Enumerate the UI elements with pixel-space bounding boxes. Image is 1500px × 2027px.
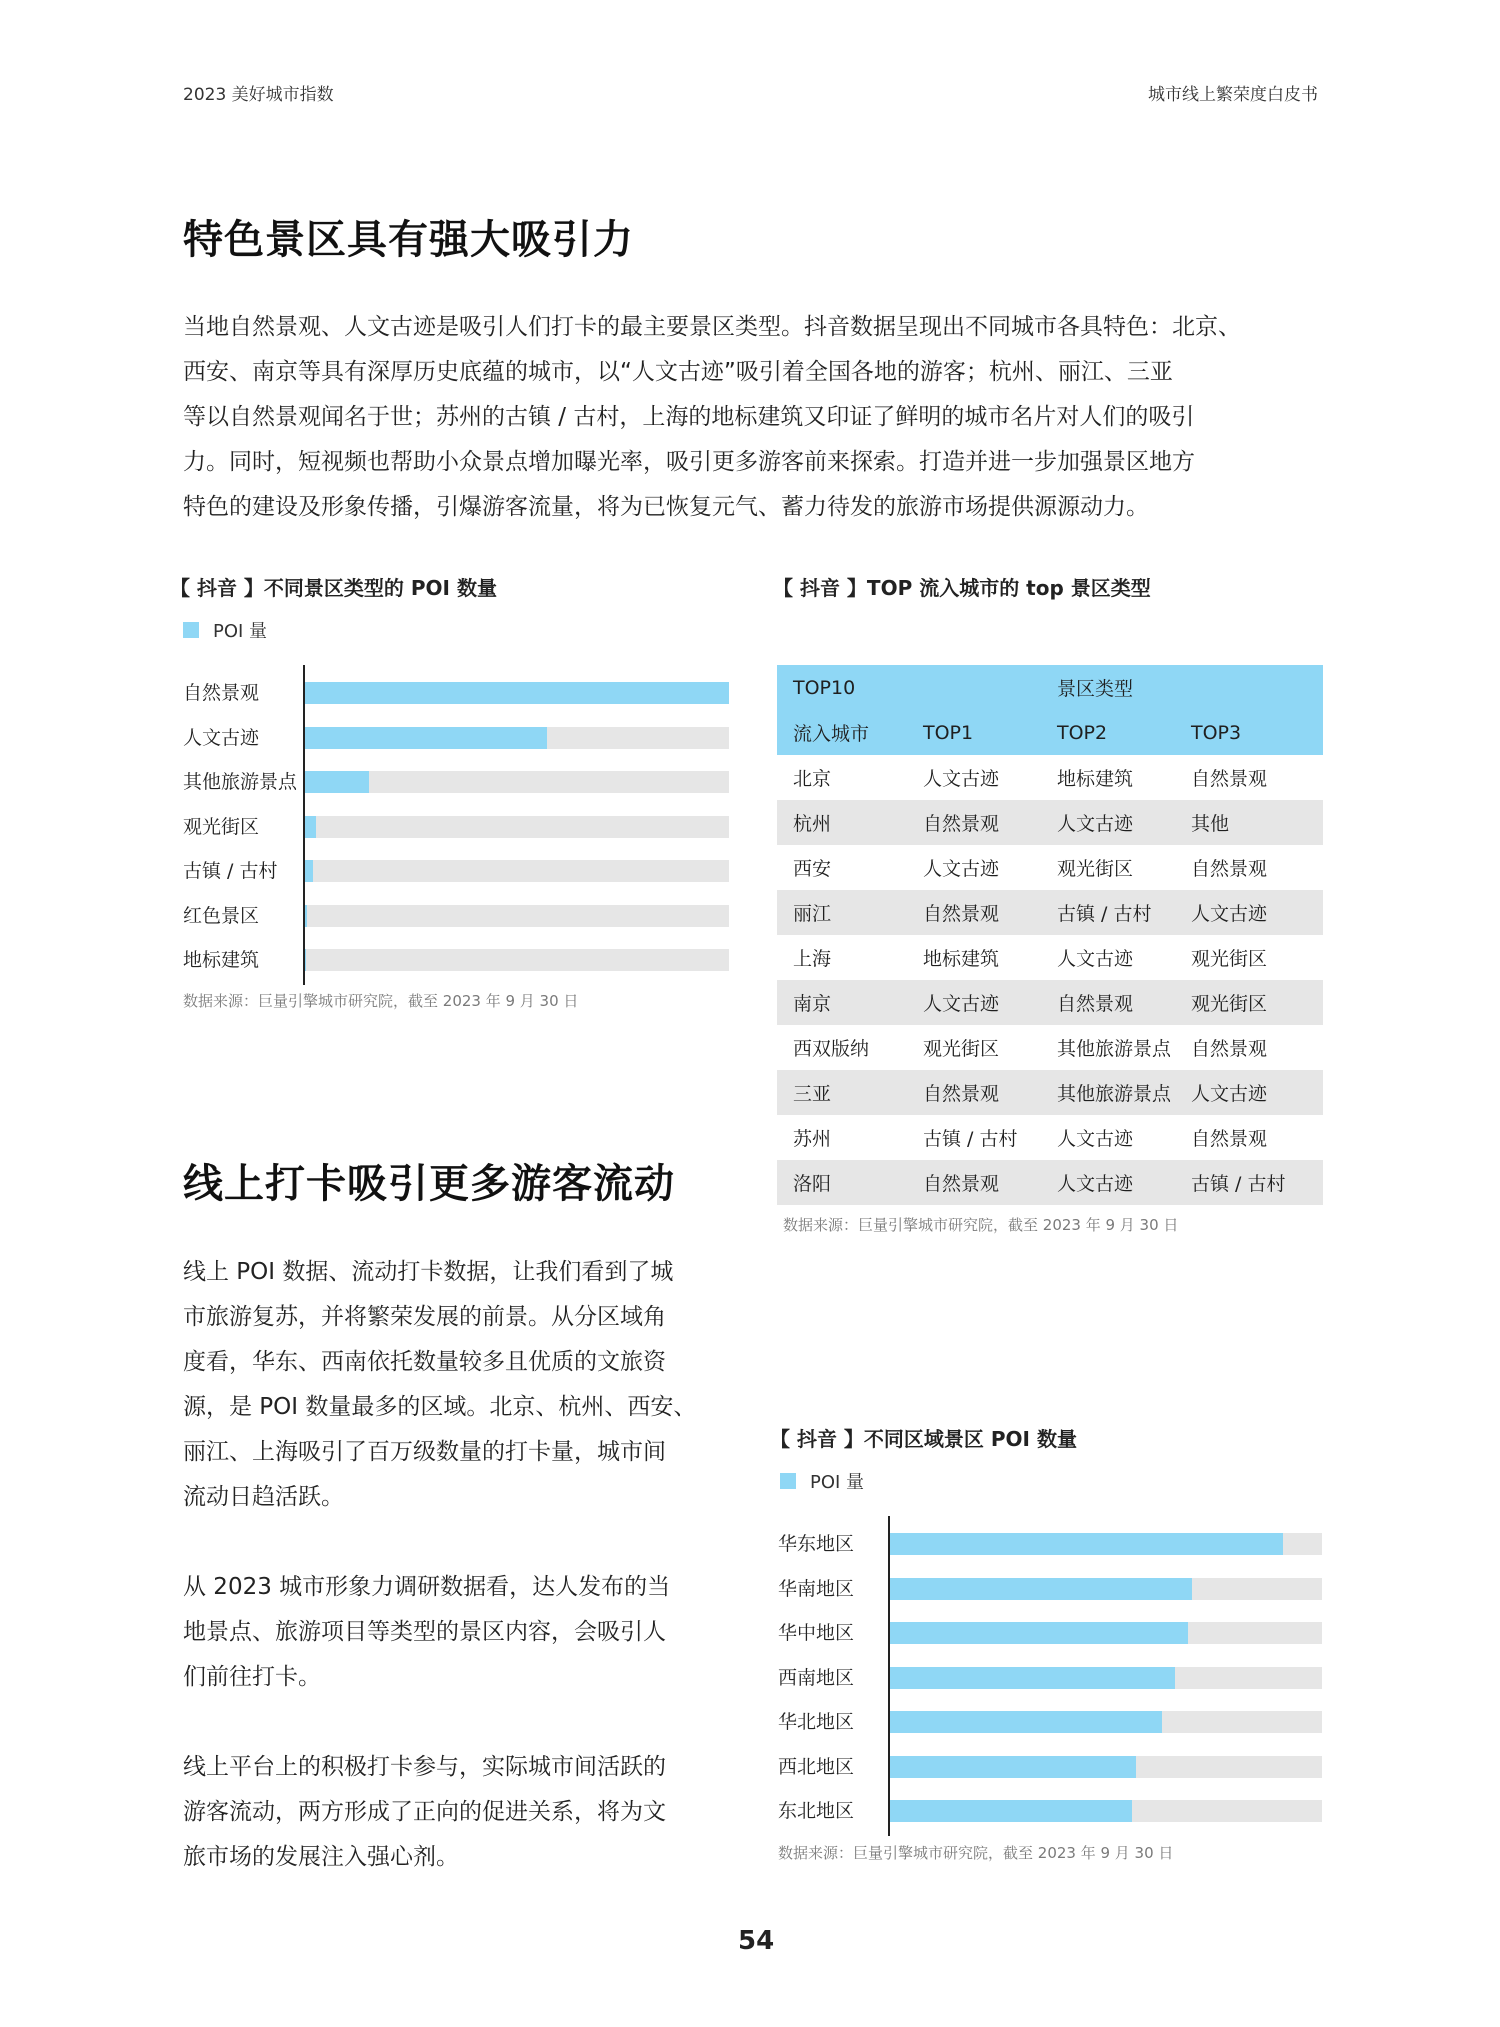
table-cell-type: 地标建筑 (1057, 768, 1134, 790)
bar-track (305, 682, 729, 704)
table-cell-type: 自然景观 (923, 813, 1000, 835)
bar-row (778, 1611, 1323, 1655)
table-cell-type: 自然景观 (923, 1083, 1000, 1105)
table-cell-city: 西安 (793, 858, 832, 880)
table-row (777, 755, 1323, 800)
table-cell-type: 自然景观 (1057, 993, 1134, 1015)
bar-track (305, 727, 729, 749)
table-row (777, 1160, 1323, 1205)
table-cell-type: 观光街区 (923, 1038, 1000, 1060)
intro-line: 力。同时，短视频也帮助小众景点增加曝光率，吸引更多游客前来探索。打造并进一步加强景区地方 (183, 449, 1195, 475)
legend-label: POI 量 (810, 1472, 865, 1493)
table-cell-type: 人文古迹 (923, 858, 1000, 880)
bar-track (890, 1622, 1322, 1644)
chart1-plot (183, 665, 730, 975)
table-cell-type: 自然景观 (1191, 1038, 1268, 1060)
table-cell-city: 北京 (793, 768, 832, 790)
bar-row (778, 1522, 1323, 1566)
table-cell-type: 自然景观 (1191, 858, 1268, 880)
bar-track (305, 816, 729, 838)
para1-line: 线上 POI 数据、流动打卡数据，让我们看到了城 (183, 1259, 674, 1285)
bar-value (305, 905, 307, 927)
bar-row (183, 805, 730, 849)
intro-line: 当地自然景观、人文古迹是吸引人们打卡的最主要景区类型。抖音数据呈现出不同城市各具特色：北京、 (183, 314, 1241, 340)
bar-row (183, 671, 730, 715)
para1-line: 流动日趋活跃。 (183, 1484, 344, 1510)
bar-value (890, 1756, 1136, 1778)
para1-line: 市旅游复苏，并将繁荣发展的前景。从分区域角 (183, 1304, 666, 1330)
section-title-attractions: 特色景区具有强大吸引力 (183, 217, 634, 263)
chart3-legend (780, 1468, 864, 1494)
bar-value (890, 1711, 1162, 1733)
bar-category-label: 人文古迹 (183, 726, 260, 749)
table-cell-type: 古镇 / 古村 (1191, 1173, 1286, 1195)
bar-row (183, 849, 730, 893)
bar-row (778, 1656, 1323, 1700)
bar-category-label: 西北地区 (778, 1755, 855, 1778)
bar-track (890, 1756, 1322, 1778)
table-cell-type: 人文古迹 (1191, 903, 1268, 925)
bar-category-label: 东北地区 (778, 1800, 855, 1822)
bar-value (305, 816, 316, 838)
header-doc-title: 2023 美好城市指数 (183, 85, 334, 105)
para2-line: 从 2023 城市形象力调研数据看，达人发布的当 (183, 1574, 671, 1600)
table-row (777, 1070, 1323, 1115)
table-cell-type: 自然景观 (923, 1173, 1000, 1195)
bar-category-label: 华南地区 (778, 1577, 855, 1600)
para3-line: 旅市场的发展注入强心剂。 (183, 1844, 459, 1870)
table-cell-type: 人文古迹 (1191, 1083, 1268, 1105)
bar-track (890, 1711, 1322, 1733)
table-head-top10: TOP10 (793, 676, 856, 699)
bar-value (305, 727, 547, 749)
bar-value (305, 949, 306, 971)
legend-swatch (183, 622, 199, 638)
table-cell-type: 地标建筑 (923, 948, 1000, 970)
bar-track (890, 1578, 1322, 1600)
table-head-top1: TOP1 (923, 721, 974, 744)
bar-value (890, 1800, 1132, 1822)
table-row (777, 935, 1323, 980)
intro-line: 特色的建设及形象传播，引爆游客流量，将为已恢复元气、蓄力待发的旅游市场提供源源动力。 (183, 494, 1149, 520)
bar-value (890, 1578, 1192, 1600)
bar-value (890, 1622, 1188, 1644)
bar-track (890, 1800, 1322, 1822)
top-cities-table (777, 665, 1323, 1205)
bar-row (183, 760, 730, 804)
legend-swatch (780, 1473, 796, 1489)
table-head-city: 流入城市 (793, 723, 870, 745)
table-cell-type: 观光街区 (1191, 993, 1268, 1015)
page-number: 54 (738, 1926, 775, 1956)
table-cell-city: 南京 (793, 993, 832, 1015)
table-head-top3: TOP3 (1191, 721, 1242, 744)
table-row (777, 1115, 1323, 1160)
table-head-scenic-type: 景区类型 (1057, 678, 1134, 700)
para3-line: 游客流动，两方形成了正向的促进关系，将为文 (183, 1799, 666, 1825)
bar-value (305, 771, 369, 793)
chart-axis-line (303, 665, 305, 985)
bar-category-label: 其他旅游景点 (183, 771, 298, 793)
chart1-legend (183, 617, 267, 643)
chart1-source: 数据来源：巨量引擎城市研究院，截至 2023 年 9 月 30 日 (183, 992, 579, 1010)
table-cell-type: 其他旅游景点 (1057, 1038, 1172, 1060)
table-cell-city: 西双版纳 (793, 1038, 870, 1060)
header-report-title: 城市线上繁荣度白皮书 (1148, 85, 1318, 105)
bar-row (183, 716, 730, 760)
bar-value (890, 1667, 1175, 1689)
table-cell-type: 人文古迹 (923, 768, 1000, 790)
bar-track (305, 949, 729, 971)
intro-line: 西安、南京等具有深厚历史底蕴的城市，以“人文古迹”吸引着全国各地的游客；杭州、丽江、三亚 (183, 359, 1173, 385)
table-row (777, 980, 1323, 1025)
table-cell-type: 观光街区 (1191, 948, 1268, 970)
bar-track (305, 771, 729, 793)
chart3-title: 【 抖音 】不同区域景区 POI 数量 (770, 1427, 1077, 1451)
bar-category-label: 西南地区 (778, 1666, 855, 1689)
bar-value (890, 1533, 1283, 1555)
table-cell-type: 其他旅游景点 (1057, 1083, 1172, 1105)
table-cell-type: 古镇 / 古村 (923, 1128, 1018, 1150)
bar-value (305, 682, 729, 704)
table-cell-type: 古镇 / 古村 (1057, 903, 1152, 925)
section-title-online-checkin: 线上打卡吸引更多游客流动 (183, 1161, 675, 1207)
chart-axis-line (888, 1516, 890, 1836)
chart1-title: 【 抖音 】不同景区类型的 POI 数量 (170, 576, 497, 600)
table-cell-type: 人文古迹 (1057, 948, 1134, 970)
bar-category-label: 红色景区 (183, 904, 260, 927)
table-cell-type: 自然景观 (1191, 1128, 1268, 1150)
para2-line: 们前往打卡。 (183, 1664, 321, 1690)
table-cell-type: 观光街区 (1057, 858, 1134, 880)
chart3-plot (778, 1516, 1323, 1826)
bar-row (778, 1567, 1323, 1611)
bar-row (778, 1700, 1323, 1744)
table-cell-type: 自然景观 (1191, 768, 1268, 790)
table-cell-type: 人文古迹 (1057, 1173, 1134, 1195)
section-intro-paragraph (183, 305, 1323, 530)
bar-track (890, 1533, 1322, 1555)
table-cell-city: 三亚 (793, 1083, 832, 1105)
table-cell-type: 其他 (1191, 813, 1230, 835)
table-cell-type: 自然景观 (923, 903, 1000, 925)
bar-category-label: 观光街区 (183, 815, 260, 838)
chart3-source: 数据来源：巨量引擎城市研究院，截至 2023 年 9 月 30 日 (778, 1844, 1174, 1862)
para2-line: 地景点、旅游项目等类型的景区内容，会吸引人 (183, 1619, 666, 1645)
bar-row (183, 894, 730, 938)
table-cell-type: 人文古迹 (1057, 813, 1134, 835)
table-row (777, 890, 1323, 935)
bar-track (890, 1667, 1322, 1689)
table-head-top2: TOP2 (1057, 721, 1108, 744)
table-cell-city: 丽江 (793, 903, 832, 925)
bar-category-label: 自然景观 (183, 682, 260, 704)
section2-paragraphs (183, 1250, 731, 1880)
bar-category-label: 古镇 / 古村 (183, 860, 278, 882)
table-cell-city: 洛阳 (793, 1173, 832, 1195)
top-cities-table-wrap (777, 665, 1323, 1205)
bar-value (305, 860, 313, 882)
bar-row (778, 1789, 1323, 1833)
bar-category-label: 华北地区 (778, 1711, 855, 1733)
bar-row (778, 1745, 1323, 1789)
table-cell-city: 上海 (793, 948, 832, 970)
bar-track (305, 860, 729, 882)
table-row (777, 1025, 1323, 1070)
table-cell-city: 杭州 (793, 813, 832, 835)
para3-line: 线上平台上的积极打卡参与，实际城市间活跃的 (183, 1754, 666, 1780)
intro-line: 等以自然景观闻名于世；苏州的古镇 / 古村，上海的地标建筑又印证了鲜明的城市名片对人们的吸引 (183, 404, 1195, 430)
table-cell-type: 人文古迹 (923, 993, 1000, 1015)
table-cell-type: 人文古迹 (1057, 1128, 1134, 1150)
bar-category-label: 华东地区 (778, 1533, 855, 1555)
para1-line: 丽江、上海吸引了百万级数量的打卡量，城市间 (183, 1439, 666, 1465)
bar-category-label: 地标建筑 (183, 949, 260, 971)
table-row (777, 800, 1323, 845)
table-body (777, 755, 1323, 1205)
bar-row (183, 938, 730, 982)
para1-line: 度看，华东、西南依托数量较多且优质的文旅资 (183, 1349, 666, 1375)
bar-track (305, 905, 729, 927)
table-row (777, 845, 1323, 890)
table-source: 数据来源：巨量引擎城市研究院，截至 2023 年 9 月 30 日 (783, 1216, 1179, 1234)
para1-line: 源，是 POI 数量最多的区域。北京、杭州、西安、 (183, 1394, 697, 1420)
table-cell-city: 苏州 (793, 1128, 832, 1150)
bar-category-label: 华中地区 (778, 1622, 855, 1644)
legend-label: POI 量 (213, 621, 268, 642)
table-title: 【 抖音 】TOP 流入城市的 top 景区类型 (773, 576, 1151, 600)
